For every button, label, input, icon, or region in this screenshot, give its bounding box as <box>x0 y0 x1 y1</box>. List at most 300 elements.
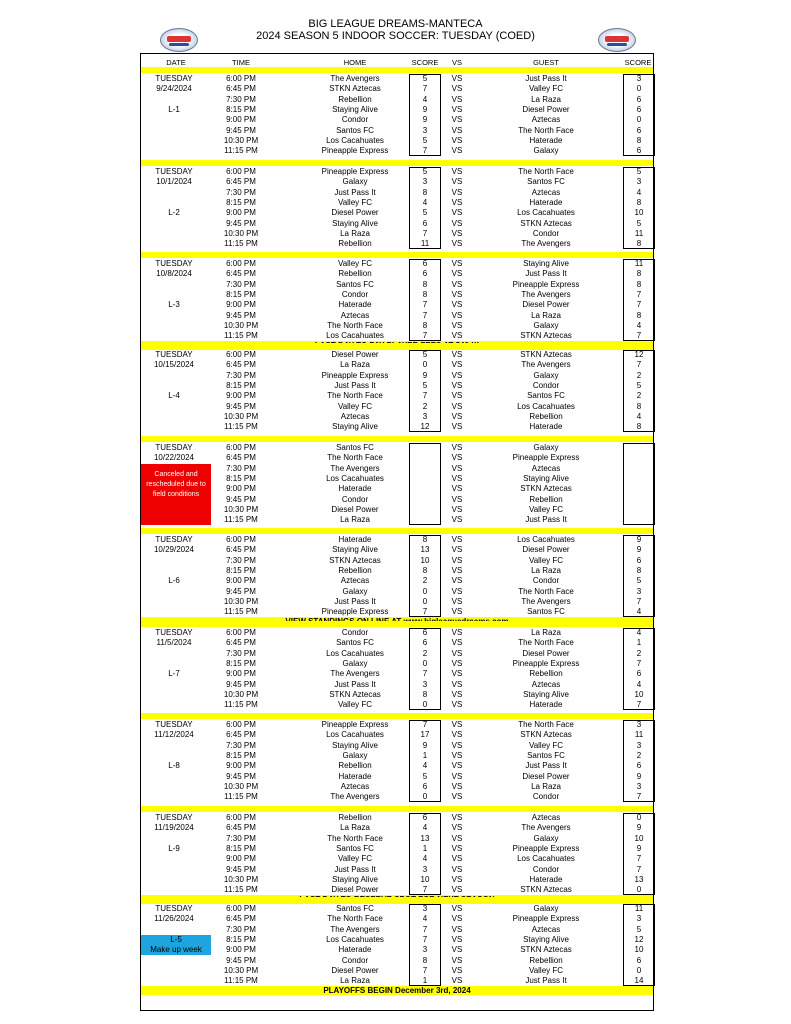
week-label: L-3 <box>168 300 180 310</box>
home-team: The Avengers <box>330 669 380 679</box>
home-score: 3 <box>422 864 428 874</box>
game-row <box>141 720 653 730</box>
game-time: 6:45 PM <box>226 914 256 924</box>
game-row <box>141 761 653 771</box>
game-row <box>141 391 653 401</box>
home-team: Valley FC <box>337 401 373 411</box>
game-time: 11:15 PM <box>224 331 258 341</box>
game-time: 6:45 PM <box>226 638 256 648</box>
home-team: Valley FC <box>337 259 373 268</box>
vs-label: VS <box>451 504 463 514</box>
game-time: 10:30 PM <box>223 320 259 330</box>
home-team: Staying Alive <box>332 545 378 555</box>
game-time: 8:15 PM <box>226 289 256 299</box>
logo-right <box>598 28 636 52</box>
home-score: 9 <box>422 370 428 380</box>
guest-score: 7 <box>636 331 642 341</box>
home-score: 3 <box>422 125 428 135</box>
guest-team: Just Pass It <box>525 515 567 525</box>
home-team: Santos FC <box>336 904 374 913</box>
home-team: Just Pass It <box>334 596 376 606</box>
vs-label: VS <box>451 638 463 648</box>
home-score: 6 <box>422 638 428 648</box>
home-team: Los Cacahuates <box>326 473 384 483</box>
game-time: 9:00 PM <box>226 669 256 679</box>
week-date: 10/1/2024 <box>156 177 192 187</box>
week-separator <box>141 67 653 73</box>
home-team: Aztecas <box>340 576 370 586</box>
game-row <box>141 208 653 218</box>
vs-label: VS <box>451 289 463 299</box>
home-team: Rebellion <box>338 94 372 104</box>
vs-label: VS <box>451 115 463 125</box>
guest-team: Aztecas <box>531 679 561 689</box>
home-score: 0 <box>422 792 428 802</box>
vs-label: VS <box>451 484 463 494</box>
guest-score: 3 <box>636 720 642 729</box>
game-row <box>141 638 653 648</box>
home-score: 10 <box>420 874 430 884</box>
vs-label: VS <box>451 279 463 289</box>
home-score: 4 <box>422 854 428 864</box>
week-date: 9/24/2024 <box>156 84 192 94</box>
game-time: 7:30 PM <box>226 463 256 473</box>
guest-score: 6 <box>636 146 642 156</box>
game-time: 9:00 PM <box>226 576 256 586</box>
home-score: 7 <box>422 146 428 156</box>
week-date: 11/5/2024 <box>156 638 192 648</box>
home-score: 2 <box>422 648 428 658</box>
week-label: L-9 <box>168 843 180 853</box>
week-separator <box>141 436 653 442</box>
guest-score: 11 <box>634 259 644 268</box>
home-team: Santos FC <box>336 843 374 853</box>
vs-label: VS <box>451 74 463 83</box>
home-score: 7 <box>422 310 428 320</box>
game-row <box>141 484 653 494</box>
home-team: The North Face <box>327 320 383 330</box>
guest-team: Rebellion <box>529 411 563 421</box>
guest-team: Pineapple Express <box>512 279 580 289</box>
game-time: 9:00 PM <box>226 761 256 771</box>
home-score: 8 <box>422 289 428 299</box>
home-team: Staying Alive <box>332 218 378 228</box>
game-row <box>141 84 653 94</box>
guest-score: 9 <box>636 771 642 781</box>
vs-label: VS <box>451 885 463 895</box>
home-score: 7 <box>422 300 428 310</box>
vs-label: VS <box>451 586 463 596</box>
week-day: TUESDAY <box>155 74 193 83</box>
guest-score: 3 <box>636 586 642 596</box>
game-row <box>141 925 653 935</box>
header-home-score: SCORE <box>411 58 439 67</box>
home-team: Just Pass It <box>334 864 376 874</box>
home-score: 5 <box>422 74 428 83</box>
game-row <box>141 607 653 617</box>
guest-score: 11 <box>634 228 644 238</box>
game-row <box>141 556 653 566</box>
game-row <box>141 690 653 700</box>
game-time: 7:30 PM <box>226 370 256 380</box>
guest-score: 7 <box>636 300 642 310</box>
home-team: Rebellion <box>338 239 372 249</box>
home-score: 4 <box>422 94 428 104</box>
guest-team: Haterade <box>529 700 563 710</box>
home-team: La Raza <box>340 360 370 370</box>
guest-team: STKN Aztecas <box>520 350 572 359</box>
game-time: 7:30 PM <box>226 279 256 289</box>
game-time: 6:45 PM <box>226 360 256 370</box>
game-time: 8:15 PM <box>226 104 256 114</box>
home-team: STKN Aztecas <box>329 689 381 699</box>
game-time: 7:30 PM <box>226 555 256 565</box>
guest-score: 3 <box>636 914 642 924</box>
guest-score: 12 <box>634 934 644 944</box>
week-date: 10/8/2024 <box>156 269 192 279</box>
guest-team: Aztecas <box>531 813 561 822</box>
guest-team: Diesel Power <box>522 104 570 114</box>
game-row <box>141 422 653 432</box>
guest-score: 10 <box>634 945 644 955</box>
home-score: 7 <box>422 965 428 975</box>
week-date: 11/12/2024 <box>154 730 194 740</box>
guest-team: The North Face <box>518 720 574 729</box>
game-time: 10:30 PM <box>223 411 259 421</box>
week-label: L-8 <box>168 761 180 771</box>
guest-team: Santos FC <box>527 177 565 187</box>
vs-label: VS <box>451 700 463 710</box>
game-time: 7:30 PM <box>226 94 256 104</box>
game-row <box>141 229 653 239</box>
home-team: La Raza <box>340 515 370 525</box>
home-team: Just Pass It <box>334 679 376 689</box>
vs-label: VS <box>451 125 463 135</box>
guest-team: Condor <box>532 864 560 874</box>
guest-team: Staying Alive <box>523 689 569 699</box>
guest-team: Rebellion <box>529 669 563 679</box>
game-time: 11:15 PM <box>224 976 258 986</box>
home-team: Condor <box>341 628 369 637</box>
home-score: 0 <box>422 658 428 668</box>
week-date: 10/22/2024 <box>153 453 195 463</box>
game-row <box>141 412 653 422</box>
game-time: 11:15 PM <box>224 700 258 710</box>
guest-score: 3 <box>636 740 642 750</box>
banner-playoffs: PLAYOFFS BEGIN December 3rd, 2024 <box>141 986 653 995</box>
home-team: Rebellion <box>338 565 372 575</box>
guest-team: The North Face <box>518 167 574 176</box>
week-separator <box>141 713 653 719</box>
vs-label: VS <box>451 331 463 341</box>
game-row <box>141 105 653 115</box>
home-score: 8 <box>422 535 428 544</box>
home-team: Pineapple Express <box>321 607 389 617</box>
guest-team: Just Pass It <box>525 269 567 279</box>
game-row <box>141 453 653 463</box>
game-row <box>141 945 653 955</box>
game-time: 9:00 PM <box>226 484 256 494</box>
home-team: Haterade <box>338 535 372 544</box>
home-score: 5 <box>422 167 428 176</box>
game-row <box>141 865 653 875</box>
week-day: TUESDAY <box>155 720 193 729</box>
game-time: 11:15 PM <box>224 885 258 895</box>
home-team: Rebellion <box>338 761 372 771</box>
week-label: L-7 <box>168 669 180 679</box>
vs-label: VS <box>451 515 463 525</box>
guest-team: Haterade <box>529 197 563 207</box>
guest-score: 9 <box>636 823 642 833</box>
home-score: 2 <box>422 401 428 411</box>
guest-team: Condor <box>532 228 560 238</box>
game-row <box>141 360 653 370</box>
guest-score: 5 <box>636 218 642 228</box>
guest-score: 4 <box>636 187 642 197</box>
game-row <box>141 904 653 914</box>
guest-team: Condor <box>532 380 560 390</box>
vs-label: VS <box>451 904 463 913</box>
vs-label: VS <box>451 965 463 975</box>
home-score: 1 <box>422 750 428 760</box>
header-guest-score: SCORE <box>624 58 652 67</box>
home-score: 12 <box>420 422 430 432</box>
vs-label: VS <box>451 463 463 473</box>
guest-score: 1 <box>636 638 642 648</box>
home-score: 0 <box>422 596 428 606</box>
guest-score: 7 <box>636 596 642 606</box>
game-row <box>141 649 653 659</box>
vs-label: VS <box>451 945 463 955</box>
guest-score: 7 <box>636 289 642 299</box>
week-day: TUESDAY <box>155 350 193 359</box>
game-row <box>141 198 653 208</box>
home-score: 0 <box>422 700 428 710</box>
game-time: 6:00 PM <box>226 167 256 176</box>
guest-score: 0 <box>636 885 642 895</box>
home-score: 7 <box>422 720 428 729</box>
week-separator <box>141 806 653 812</box>
home-score: 8 <box>422 955 428 965</box>
home-team: Diesel Power <box>331 208 379 218</box>
guest-score: 7 <box>636 360 642 370</box>
guest-score: 9 <box>636 545 642 555</box>
guest-team: Galaxy <box>533 833 559 843</box>
vs-label: VS <box>451 545 463 555</box>
game-row <box>141 515 653 525</box>
vs-label: VS <box>451 720 463 729</box>
home-team: Rebellion <box>338 813 372 822</box>
guest-score: 7 <box>636 700 642 710</box>
home-team: Just Pass It <box>334 187 376 197</box>
header-vs: VS <box>451 58 462 67</box>
vs-label: VS <box>451 730 463 740</box>
home-score: 11 <box>420 239 430 249</box>
guest-score: 0 <box>636 115 642 125</box>
vs-label: VS <box>451 177 463 187</box>
guest-score: 14 <box>634 976 644 986</box>
vs-label: VS <box>451 607 463 617</box>
vs-label: VS <box>451 628 463 637</box>
vs-label: VS <box>451 208 463 218</box>
home-team: Los Cacahuates <box>326 648 384 658</box>
vs-label: VS <box>451 750 463 760</box>
guest-team: STKN Aztecas <box>520 331 572 341</box>
vs-label: VS <box>451 669 463 679</box>
guest-team: Valley FC <box>528 965 564 975</box>
game-time: 7:30 PM <box>226 833 256 843</box>
vs-label: VS <box>451 411 463 421</box>
home-team: Condor <box>341 289 369 299</box>
guest-score: 7 <box>636 854 642 864</box>
game-time: 6:00 PM <box>226 904 256 913</box>
home-score: 13 <box>420 545 430 555</box>
guest-score: 8 <box>636 239 642 249</box>
home-team: The North Face <box>327 833 383 843</box>
game-row <box>141 495 653 505</box>
home-team: Haterade <box>338 300 372 310</box>
home-score: 7 <box>422 331 428 341</box>
guest-team: Santos FC <box>527 607 565 617</box>
game-row <box>141 628 653 638</box>
home-team: Just Pass It <box>334 380 376 390</box>
game-row <box>141 300 653 310</box>
game-row <box>141 136 653 146</box>
game-time: 9:00 PM <box>226 300 256 310</box>
guest-team: Diesel Power <box>522 300 570 310</box>
vs-label: VS <box>451 391 463 401</box>
guest-team: The Avengers <box>521 596 571 606</box>
home-team: Condor <box>341 115 369 125</box>
game-time: 9:45 PM <box>226 955 256 965</box>
game-time: 6:00 PM <box>226 535 256 544</box>
game-row <box>141 219 653 229</box>
game-row <box>141 730 653 740</box>
game-row <box>141 823 653 833</box>
home-team: The North Face <box>327 914 383 924</box>
week-separator <box>141 528 653 534</box>
guest-team: Los Cacahuates <box>517 401 575 411</box>
week-day: TUESDAY <box>155 443 193 452</box>
game-time: 9:45 PM <box>226 310 256 320</box>
home-score: 9 <box>422 740 428 750</box>
guest-team: The Avengers <box>521 239 571 249</box>
header-home: HOME <box>343 58 367 67</box>
vs-label: VS <box>451 401 463 411</box>
game-row <box>141 331 653 341</box>
home-score: 5 <box>422 380 428 390</box>
vs-label: VS <box>451 658 463 668</box>
vs-label: VS <box>451 269 463 279</box>
game-time: 9:45 PM <box>226 494 256 504</box>
home-team: The North Face <box>327 453 383 463</box>
home-score: 6 <box>422 628 428 637</box>
vs-label: VS <box>451 494 463 504</box>
vs-label: VS <box>451 740 463 750</box>
guest-score: 12 <box>634 350 644 359</box>
guest-team: Diesel Power <box>522 545 570 555</box>
guest-team: Condor <box>532 576 560 586</box>
game-row <box>141 167 653 177</box>
home-score: 5 <box>422 771 428 781</box>
guest-score: 7 <box>636 658 642 668</box>
guest-team: Pineapple Express <box>512 453 580 463</box>
home-score: 4 <box>422 761 428 771</box>
vs-label: VS <box>451 771 463 781</box>
game-row <box>141 535 653 545</box>
guest-score: 5 <box>636 924 642 934</box>
game-row <box>141 545 653 555</box>
guest-team: Valley FC <box>528 504 564 514</box>
game-time: 10:30 PM <box>223 504 259 514</box>
home-team: Condor <box>341 955 369 965</box>
vs-label: VS <box>451 854 463 864</box>
home-team: Valley FC <box>337 854 373 864</box>
game-time: 11:15 PM <box>224 422 258 432</box>
week-separator <box>141 621 653 627</box>
game-row <box>141 146 653 156</box>
home-score: 8 <box>422 279 428 289</box>
guest-team: Santos FC <box>527 391 565 401</box>
game-row <box>141 350 653 360</box>
guest-team: La Raza <box>531 94 561 104</box>
vs-label: VS <box>451 679 463 689</box>
guest-team: Valley FC <box>528 740 564 750</box>
home-team: Haterade <box>338 771 372 781</box>
home-team: Diesel Power <box>331 504 379 514</box>
game-row <box>141 680 653 690</box>
game-time: 8:15 PM <box>226 380 256 390</box>
vs-label: VS <box>451 955 463 965</box>
game-row <box>141 311 653 321</box>
guest-score: 0 <box>636 813 642 822</box>
vs-label: VS <box>451 535 463 544</box>
guest-score: 8 <box>636 269 642 279</box>
guest-score: 6 <box>636 955 642 965</box>
vs-label: VS <box>451 94 463 104</box>
game-time: 6:00 PM <box>226 813 256 822</box>
week-separator <box>141 343 653 349</box>
game-row <box>141 259 653 269</box>
home-team: Pineapple Express <box>321 370 389 380</box>
game-row <box>141 443 653 453</box>
game-time: 11:15 PM <box>224 146 258 156</box>
guest-score: 2 <box>636 370 642 380</box>
makeup-label: L-5 <box>170 934 182 944</box>
week-date: 10/15/2024 <box>153 360 195 370</box>
home-score: 8 <box>422 187 428 197</box>
home-score: 6 <box>422 259 428 268</box>
home-score: 5 <box>422 135 428 145</box>
game-time: 6:45 PM <box>226 545 256 555</box>
guest-team: Pineapple Express <box>512 843 580 853</box>
guest-score: 10 <box>634 208 644 218</box>
home-team: Los Cacahuates <box>326 934 384 944</box>
guest-team: Rebellion <box>529 494 563 504</box>
vs-label: VS <box>451 473 463 483</box>
vs-label: VS <box>451 843 463 853</box>
home-score: 1 <box>422 976 428 986</box>
game-row <box>141 966 653 976</box>
guest-team: Aztecas <box>531 924 561 934</box>
guest-score: 11 <box>634 730 644 740</box>
guest-team: Just Pass It <box>525 976 567 986</box>
game-time: 9:45 PM <box>226 401 256 411</box>
guest-score: 2 <box>636 391 642 401</box>
game-row <box>141 474 653 484</box>
vs-label: VS <box>451 259 463 268</box>
guest-score: 4 <box>636 628 642 637</box>
